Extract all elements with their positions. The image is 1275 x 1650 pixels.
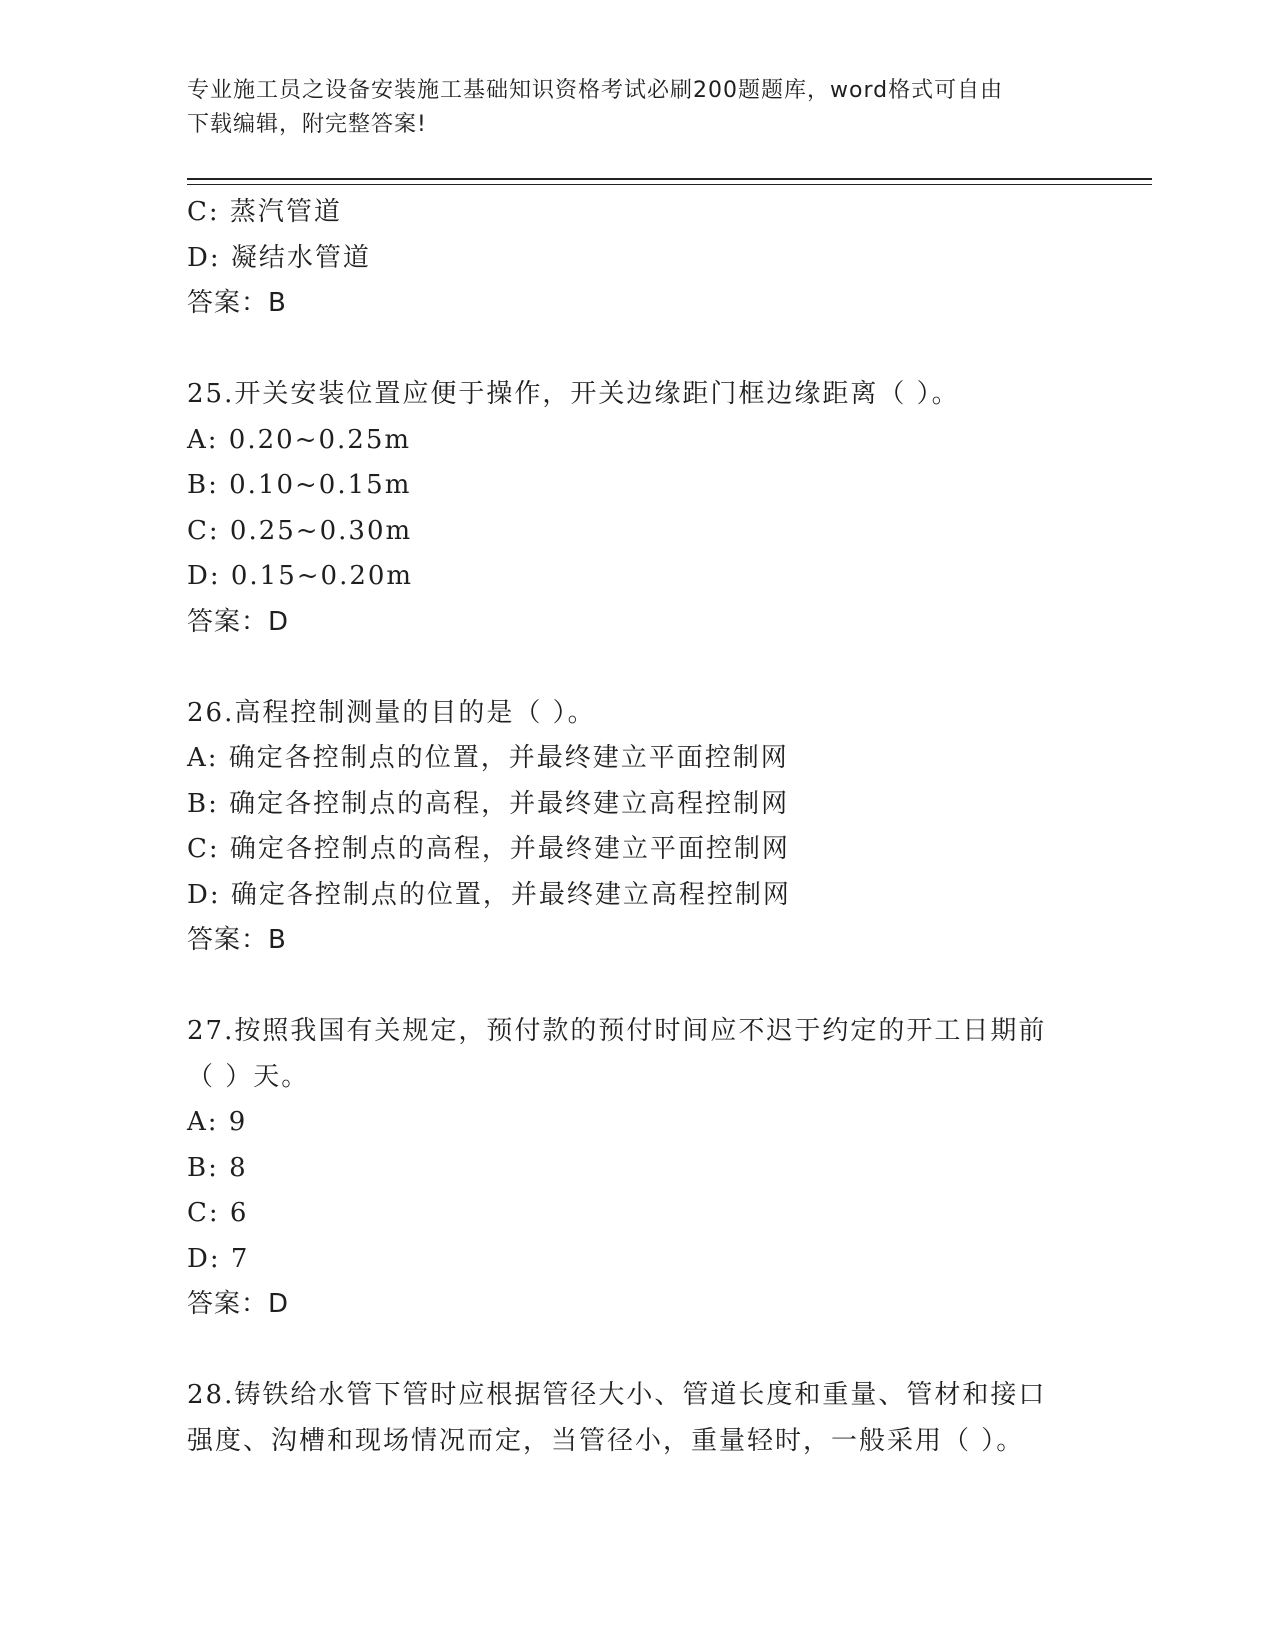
question-text: 25.开关安装位置应便于操作，开关边缘距门框边缘距离（ ）。	[187, 379, 960, 409]
option-d: D: 0.15~0.20m	[187, 561, 414, 591]
question-27	[187, 1009, 1087, 1328]
option-d: D: 确定各控制点的位置，并最终建立高程控制网	[187, 879, 791, 910]
question-text-line-1: 28.铸铁给水管下管时应根据管径大小、管道长度和重量、管材和接口	[187, 1380, 1047, 1410]
question-25	[187, 372, 1087, 645]
option-c: C: 确定各控制点的高程，并最终建立平面控制网	[187, 834, 790, 864]
question-text-line-2: 强度、沟槽和现场情况而定，当管径小，重量轻时，一般采用（ ）。	[187, 1425, 1025, 1456]
spacer	[187, 1328, 1087, 1374]
option-a: A: 确定各控制点的位置，并最终建立平面控制网	[187, 743, 789, 773]
option-a: A: 9	[187, 1107, 248, 1137]
header-divider-thin	[187, 184, 1152, 185]
document-header	[187, 74, 1067, 142]
header-divider-thick	[187, 178, 1152, 180]
prev-option-d: D: 凝结水管道	[187, 242, 371, 273]
spacer	[187, 327, 1087, 373]
header-title-line-2: 下载编辑，附完整答案!	[187, 112, 427, 137]
answer: 答案：D	[187, 1289, 290, 1319]
answer: 答案：D	[187, 606, 290, 637]
question-text-line-2: （ ）天。	[187, 1061, 310, 1092]
spacer	[187, 964, 1087, 1010]
option-b: B: 0.10~0.15m	[187, 470, 412, 500]
answer: 答案：B	[187, 925, 287, 955]
prev-option-c: C: 蒸汽管道	[187, 197, 342, 227]
header-title-line-1: 专业施工员之设备安装施工基础知识资格考试必刷200题题库，word格式可自由	[187, 78, 1004, 103]
document-body	[187, 190, 1087, 1464]
option-d: D: 7	[187, 1243, 250, 1274]
question-26	[187, 691, 1087, 964]
option-a: A: 0.20~0.25m	[187, 424, 412, 455]
prev-answer: 答案：B	[187, 288, 287, 318]
option-c: C: 0.25~0.30m	[187, 515, 413, 546]
option-b: B: 确定各控制点的高程，并最终建立高程控制网	[187, 788, 790, 819]
spacer	[187, 645, 1087, 691]
question-28	[187, 1373, 1087, 1464]
option-c: C: 6	[187, 1198, 249, 1228]
option-b: B: 8	[187, 1152, 248, 1183]
question-text-line-1: 27.按照我国有关规定，预付款的预付时间应不迟于约定的开工日期前	[187, 1016, 1047, 1046]
question-text: 26.高程控制测量的目的是（ ）。	[187, 697, 596, 728]
